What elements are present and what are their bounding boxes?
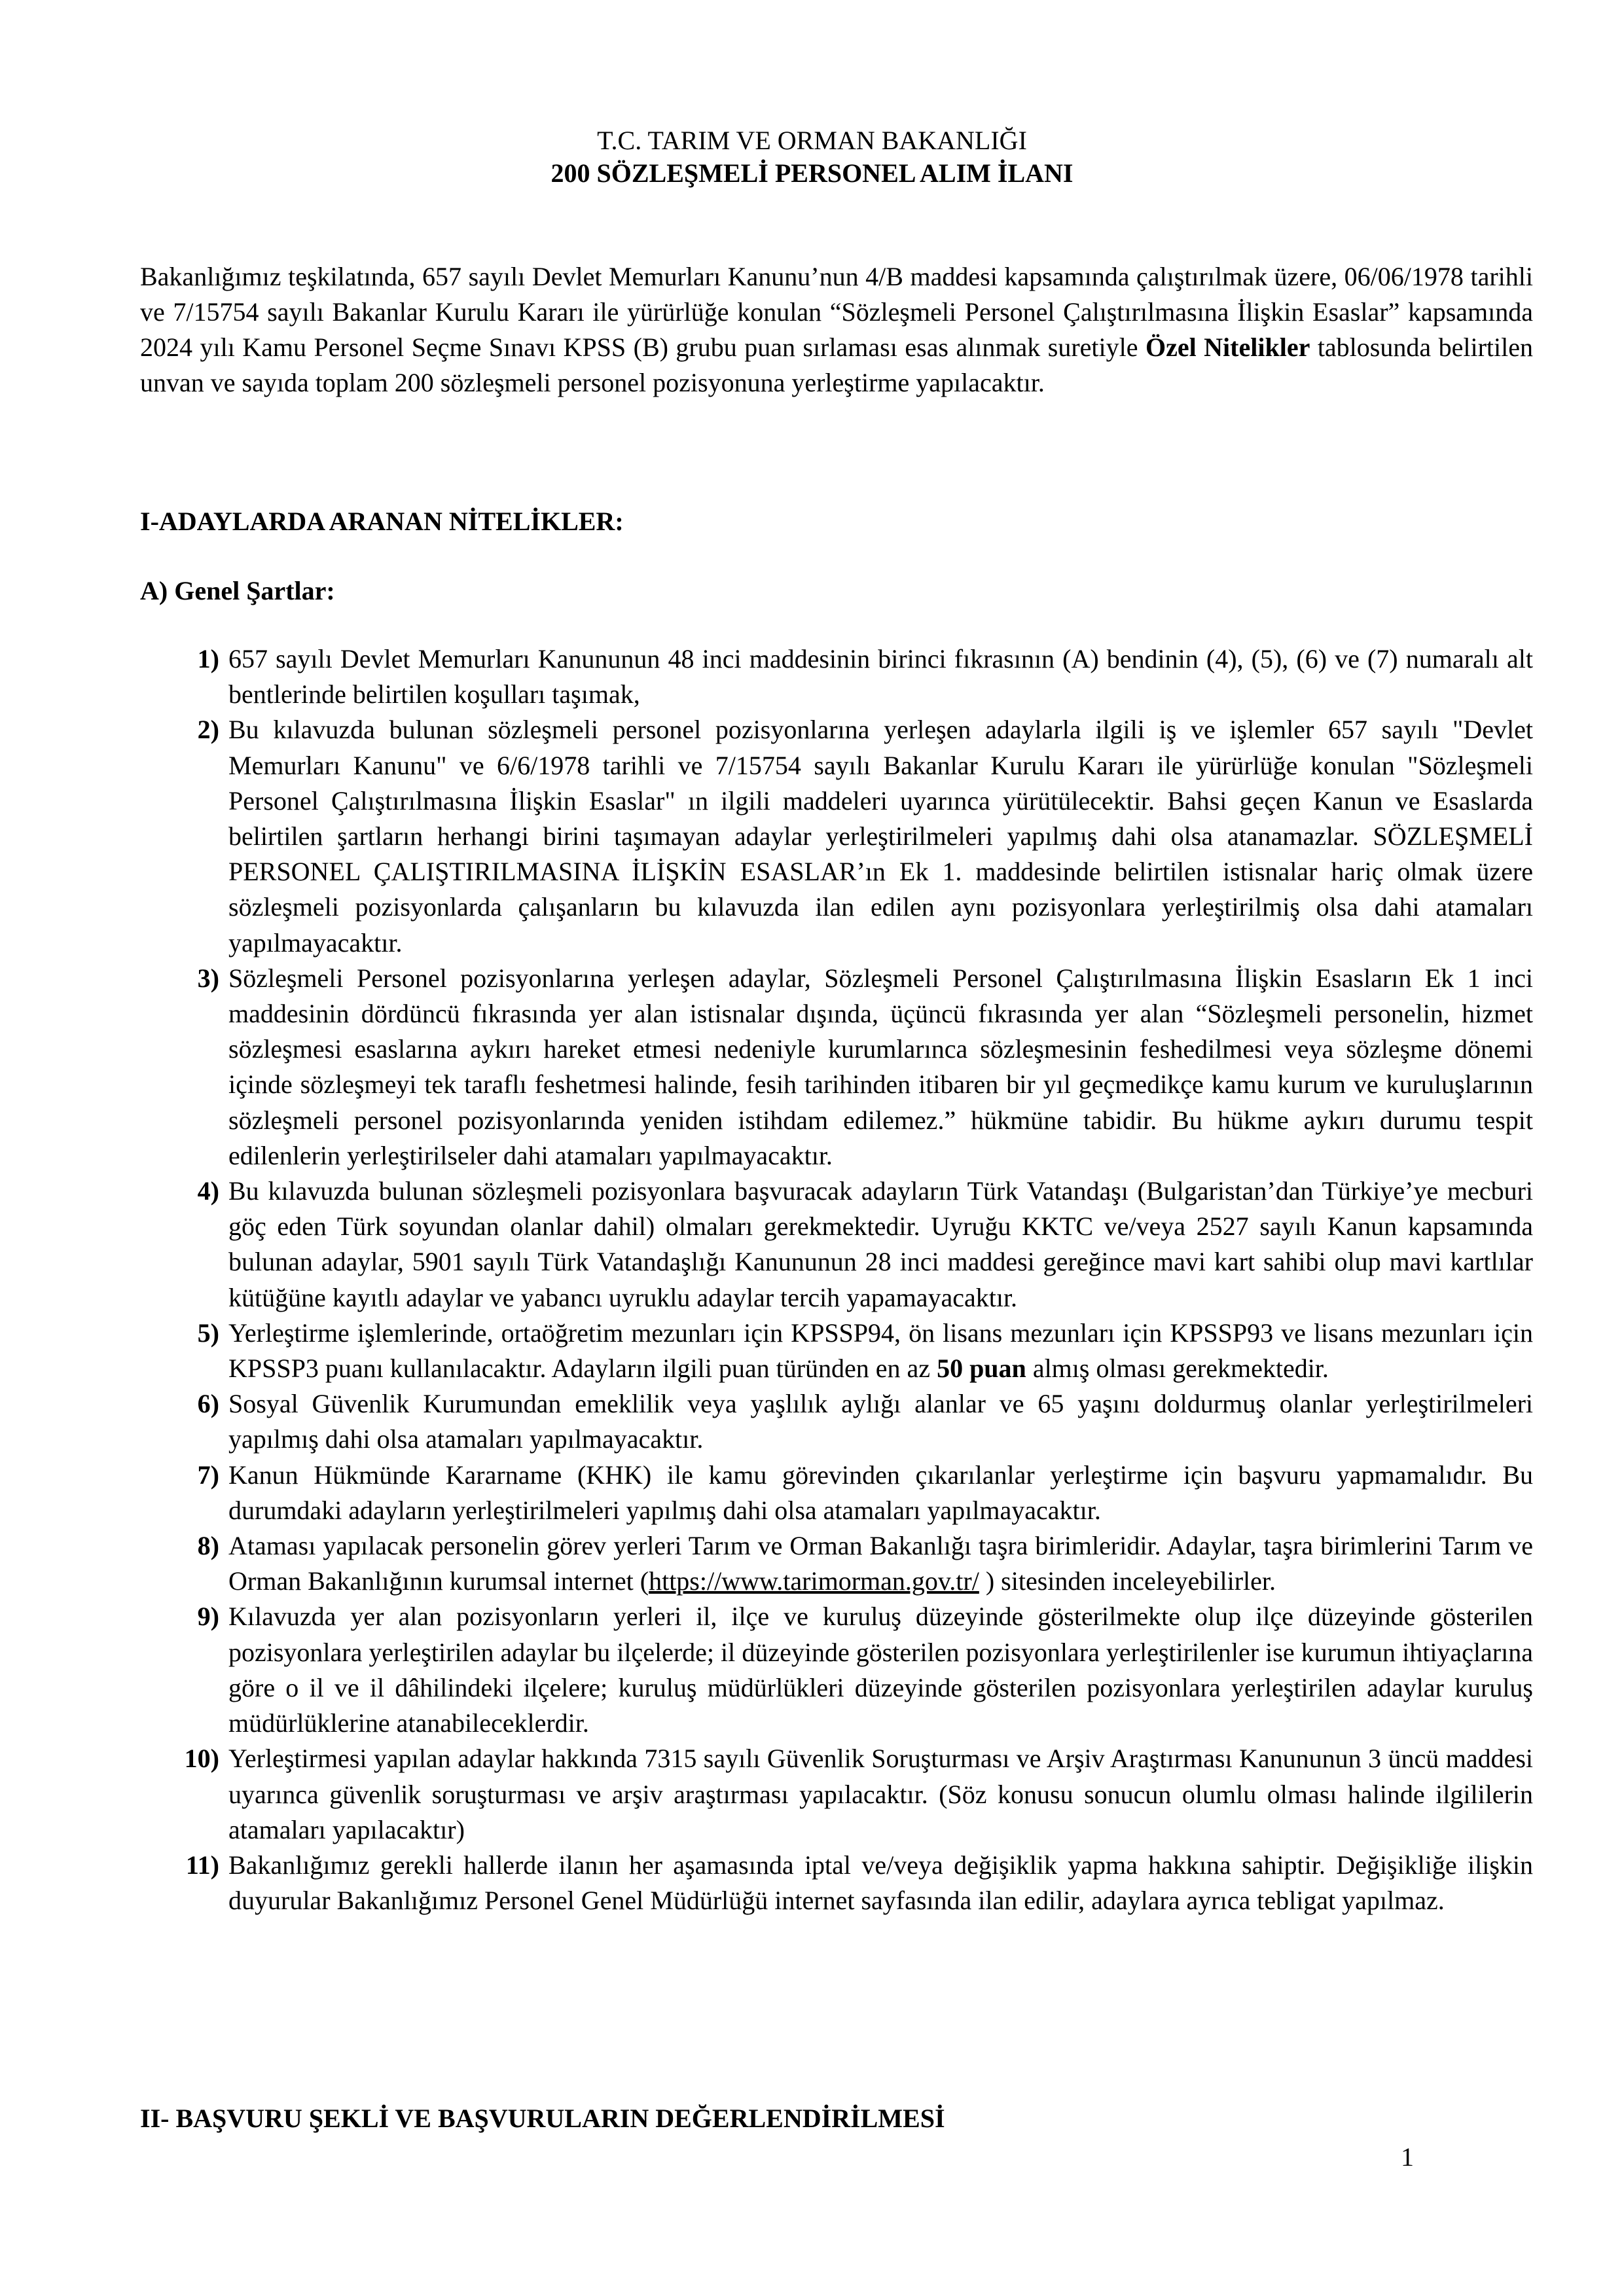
intro-bold: Özel Nitelikler	[1145, 332, 1310, 362]
item-number: 7)	[197, 1460, 219, 1490]
list-item	[140, 1386, 1533, 1457]
intro-text-end: tablosunda belirtilen unvan ve sayıda toplam 200 sözleşmeli personel pozisyonuna yerleştirme yapılacaktır.	[140, 332, 1533, 397]
subsection-heading-a: A) Genel Şartlar:	[140, 576, 335, 605]
text-segment: Yerleştirmesi yapılan adaylar hakkında 7315 sayılı Güvenlik Soruşturması ve Arşiv Araştırması Kanununun 3 üncü maddesi uyarınca güvenlik soruşturması ve arşiv araştırması yapılacaktır. (Söz konusu sonucun olumlu olması halinde ilgililerin atamaları yapılacaktır)	[228, 1744, 1533, 1844]
item-number: 2)	[197, 715, 219, 745]
text-segment: Ataması yapılacak personelin görev yerleri Tarım ve Orman Bakanlığı taşra birimleridir. Adaylar, taşra birimlerini Tarım ve Orman Bakanlığının kurumsal internet (	[228, 1531, 1533, 1596]
item-number: 11)	[185, 1850, 219, 1880]
announcement-title: 200 SÖZLEŞMELİ PERSONEL ALIM İLANI	[550, 158, 1074, 188]
item-text	[228, 1458, 1533, 1528]
item-text	[228, 1386, 1533, 1457]
item-number: 3)	[197, 963, 219, 993]
item-number: 1)	[197, 644, 219, 673]
text-segment: ) sitesinden inceleyebilirler.	[979, 1566, 1276, 1596]
intro-text: Bakanlığımız teşkilatında, 657 sayılı Devlet Memurları Kanunu’nun 4/B maddesi kapsamında çalıştırılmak üzere, 06/06/1978 tarihli ve 7/15754 sayılı Bakanlar Kurulu Kararı ile yürürlüğe konulan “Sözleşmeli Personel Çalıştırılmasına İlişkin Esaslar” kapsamında 2024 yılı Kamu Personel Seçme Sınavı KPSS (B) grubu puan sırlaması esas alınmak suretiyle	[140, 262, 1533, 362]
item-number: 6)	[197, 1389, 219, 1419]
list-item	[140, 1599, 1533, 1741]
text-segment: Sosyal Güvenlik Kurumundan emeklilik veya yaşlılık aylığı alanlar ve 65 yaşını doldurmuş olanlar yerleştirilmeleri yapılmış dahi olsa atamaları yapılmayacaktır.	[228, 1389, 1533, 1454]
text-segment: Bu kılavuzda bulunan sözleşmeli pozisyonlara başvuracak adayların Türk Vatandaşı (Bulgaristan’dan Türkiye’ye mecburi göç eden Türk soyundan olanlar dahil) olmaları gerekmektedir. Uyruğu KKTC ve/veya 2527 sayılı Kanun kapsamında bulunan adaylar, 5901 sayılı Türk Vatandaşlığı Kanununun 28 inci maddesi gereğince mavi kart sahibi olup mavi kartlılar kütüğüne kayıtlı adaylar ve yabancı uyruklu adaylar tercih yapamayacaktır.	[228, 1176, 1533, 1312]
item-text	[228, 712, 1533, 960]
conditions-list	[140, 641, 1533, 1918]
list-item	[140, 961, 1533, 1174]
bold-text: 50 puan	[937, 1354, 1026, 1384]
list-item	[140, 712, 1533, 960]
list-item	[140, 1458, 1533, 1528]
text-segment: Bu kılavuzda bulunan sözleşmeli personel pozisyonlarına yerleşen adaylarla ilgili iş ve işlemler 657 sayılı "Devlet Memurları Kanunu" ve 6/6/1978 tarihli ve 7/15754 sayılı Bakanlar Kurulu Kararı ile yürürlüğe konulan "Sözleşmeli Personel Çalıştırılmasına İlişkin Esaslar" ın ilgili maddeleri uyarınca yürütülecektir. Bahsi geçen Kanun ve Esaslarda belirtilen şartların herhangi birini taşımayan adaylar yerleştirilmeleri yapılmış dahi olsa atanamazlar. SÖZLEŞMELİ PERSONEL ÇALIŞTIRILMASINA İLİŞKİN ESASLAR’ın Ek 1. maddesinde belirtilen istisnalar hariç olmak üzere sözleşmeli pozisyonlarda çalışanların bu kılavuzda ilan edilen aynı pozisyonlara yerleştirilmiş olsa dahi atamaları yapılmayacaktır.	[228, 715, 1533, 958]
text-segment: Yerleştirme işlemlerinde, ortaöğretim mezunları için KPSSP94, ön lisans mezunları için KPSSP93 ve lisans mezunları için KPSSP3 puanı kullanılacaktır. Adayların ilgili puan türünden en az	[228, 1318, 1533, 1384]
list-item	[140, 1174, 1533, 1316]
item-text	[228, 1174, 1533, 1316]
page-number: 1	[1401, 2142, 1414, 2172]
text-segment: Kanun Hükmünde Kararname (KHK) ile kamu görevinden çıkarılanlar yerleştirme için başvuru yapmamalıdır. Bu durumdaki adayların yerleştirilmeleri yapılmış dahi olsa atamaları yapılmayacaktır.	[228, 1460, 1533, 1525]
item-text	[228, 1316, 1533, 1386]
item-number: 8)	[197, 1531, 219, 1561]
item-text	[228, 1848, 1533, 1918]
text-segment: Kılavuzda yer alan pozisyonların yerleri il, ilçe ve kuruluş düzeyinde gösterilmekte olup ilçe düzeyinde gösterilen pozisyonlara yerleştirilen adaylar bu ilçelerde; il düzeyinde gösterilen pozisyonlara yerleştirilenler ise kurumun ihtiyaçlarına göre o il ve il dâhilindeki ilçelere; kuruluş müdürlükleri düzeyinde gösterilen pozisyonlara yerleştirilen adaylar kuruluş müdürlüklerine atanabileceklerdir.	[228, 1602, 1533, 1738]
item-text	[228, 1528, 1533, 1599]
list-item	[140, 1528, 1533, 1599]
list-item	[140, 641, 1533, 712]
item-text	[228, 961, 1533, 1174]
item-number: 5)	[197, 1318, 219, 1348]
intro-paragraph	[140, 259, 1533, 401]
ministry-title: T.C. TARIM VE ORMAN BAKANLIĞI	[597, 126, 1027, 155]
section-heading-2: II- BAŞVURU ŞEKLİ VE BAŞVURULARIN DEĞERLENDİRİLMESİ	[140, 2104, 945, 2133]
list-item	[140, 1741, 1533, 1848]
item-text	[228, 1599, 1533, 1741]
text-segment: almış olması gerekmektedir.	[1026, 1354, 1329, 1384]
website-link[interactable]: https://www.tarimorman.gov.tr/	[649, 1566, 979, 1596]
text-segment: 657 sayılı Devlet Memurları Kanununun 48 inci maddesinin birinci fıkrasının (A) bendinin (4), (5), (6) ve (7) numaralı alt bentlerinde belirtilen koşulları taşımak,	[228, 644, 1533, 709]
item-number: 10)	[184, 1744, 219, 1774]
list-item	[140, 1316, 1533, 1386]
item-text	[228, 641, 1533, 712]
section-heading-1: I-ADAYLARDA ARANAN NİTELİKLER:	[140, 507, 624, 536]
item-number: 9)	[197, 1602, 219, 1632]
item-text	[228, 1741, 1533, 1848]
text-segment: Bakanlığımız gerekli hallerde ilanın her aşamasında iptal ve/veya değişiklik yapma hakkına sahiptir. Değişikliğe ilişkin duyurular Bakanlığımız Personel Genel Müdürlüğü internet sayfasında ilan edilir, adaylara ayrıca tebligat yapılmaz.	[228, 1850, 1533, 1916]
text-segment: Sözleşmeli Personel pozisyonlarına yerleşen adaylar, Sözleşmeli Personel Çalıştırılmasına İlişkin Esasların Ek 1 inci maddesinin dördüncü fıkrasında yer alan istisnalar dışında, üçüncü fıkrasında yer alan “Sözleşmeli personelin, hizmet sözleşmesi esaslarına aykırı hareket etmesi nedeniyle kurumlarınca sözleşmesinin feshedilmesi veya sözleşme dönemi içinde sözleşmeyi tek taraflı feshetmesi halinde, fesih tarihinden itibaren bir yıl geçmedikçe kamu kurum ve kuruluşlarının sözleşmeli personel pozisyonlarında yeniden istihdam edilemez.” hükmüne tabidir. Bu hükme aykırı durumu tespit edilenlerin yerleştirilseler dahi atamaları yapılmayacaktır.	[228, 963, 1533, 1170]
item-number: 4)	[197, 1176, 219, 1206]
list-item	[140, 1848, 1533, 1918]
